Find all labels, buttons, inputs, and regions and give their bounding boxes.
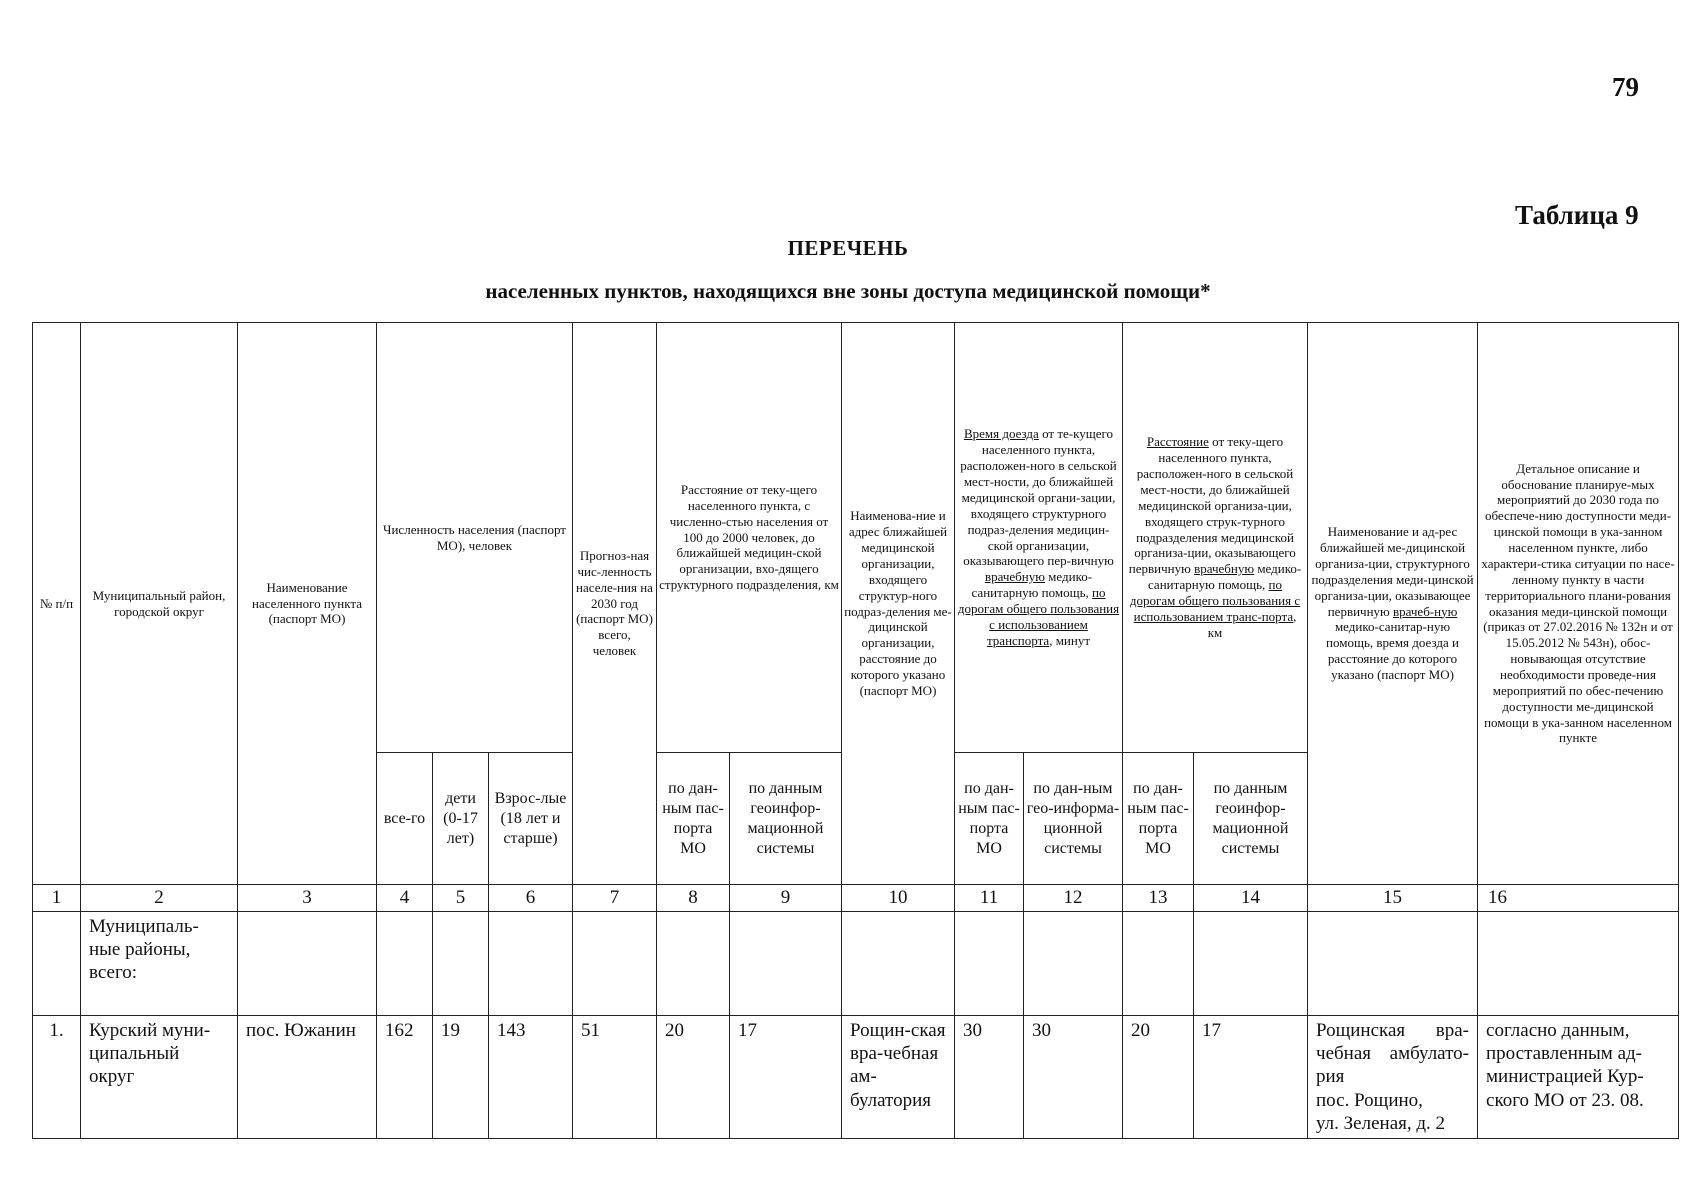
column-number: 4	[377, 885, 433, 912]
header-settlement: Наименование населенного пункта (паспорт МО)	[238, 323, 377, 885]
document-subtitle: населенных пунктов, находящихся вне зоны доступа медицинской помощи*	[485, 279, 1211, 303]
cell-organization-details	[1308, 1016, 1478, 1139]
cell-forecast-2030: 51	[573, 1016, 657, 1139]
cell-road-passport: 20	[1123, 1016, 1194, 1139]
header-number: № п/п	[33, 323, 81, 885]
header-road-distance-part: Расстояние	[1146, 434, 1209, 450]
cell-population-total	[377, 912, 433, 1016]
column-number: 7	[573, 885, 657, 912]
header-travel-time-group	[955, 323, 1123, 753]
header-travel-time-part: по дорогам общего пользования с использованием транспорта	[957, 585, 1120, 648]
header-road-distance-part: от теку-щего населенного пункта, расположен-ного в сельской мест-ности, до ближайшей медицинской организа-ции, входящего струк-турного подразделения медицинской организа-ции, оказывающего первичную	[1128, 434, 1296, 577]
header-organization-details	[1308, 323, 1478, 885]
header-district: Муниципальный район, городской округ	[81, 323, 238, 885]
header-population-total: все-го	[377, 753, 433, 885]
column-number: 6	[489, 885, 573, 912]
header-road-distance-part: по дорогам общего пользования с использованием транс-порта	[1129, 577, 1301, 624]
cell-district: Муниципаль-ные районы, всего:	[81, 912, 238, 1016]
column-number: 8	[657, 885, 730, 912]
header-time-gis: по дан-ным гео-информа-ционной системы	[1024, 753, 1123, 885]
header-org-details-part: Наименование и ад-рес ближайшей ме-дицинской организа-ции, структурного подразделения меди-цинской организа-ции, оказывающее первичную	[1311, 524, 1474, 619]
cell-road-gis	[1194, 912, 1308, 1016]
header-road-distance-group	[1123, 323, 1308, 753]
header-road-distance-part: , км	[1207, 608, 1297, 640]
header-road-passport: по дан-ным пас-порта МО	[1123, 753, 1194, 885]
header-distance-group: Расстояние от теку-щего населенного пункта, с численно-стью населения от 100 до 2000 человек, до ближайшей медицин-ской организации, вхо-дящего структурного подразделения, км	[657, 323, 842, 753]
column-number: 2	[81, 885, 238, 912]
cell-settlement: пос. Южанин	[238, 1016, 377, 1139]
cell-number: 1.	[33, 1016, 81, 1139]
cell-distance-gis: 17	[730, 1016, 842, 1139]
cell-nearest-organization	[842, 912, 955, 1016]
cell-description: согласно данным, проставленным ад-министрацией Кур-ского МО от 23. 08.	[1478, 1016, 1679, 1139]
cell-time-gis: 30	[1024, 1016, 1123, 1139]
table-row	[33, 1016, 1679, 1139]
column-number: 12	[1024, 885, 1123, 912]
column-number: 16	[1478, 885, 1679, 912]
column-number: 15	[1308, 885, 1478, 912]
cell-number	[33, 912, 81, 1016]
header-distance-passport: по дан-ным пас-порта МО	[657, 753, 730, 885]
cell-road-passport	[1123, 912, 1194, 1016]
page-number: 79	[1612, 72, 1639, 102]
cell-time-passport	[955, 912, 1024, 1016]
cell-distance-passport: 20	[657, 1016, 730, 1139]
header-travel-time-part: медико-санитарную помощь,	[971, 569, 1093, 601]
org-details-street: ул. Зеленая, д. 2	[1316, 1112, 1446, 1134]
settlements-table	[32, 322, 1679, 1139]
table-row	[33, 912, 1679, 1016]
header-population-group: Численность населения (паспорт МО), человек	[377, 323, 573, 753]
header-forecast-2030: Прогноз-ная чис-ленность населе-ния на 2030 год (паспорт МО) всего, человек	[573, 323, 657, 885]
org-details-name: Рощинская вра-чебная амбулато-рия	[1316, 1020, 1470, 1088]
cell-organization-details	[1308, 912, 1478, 1016]
column-number: 11	[955, 885, 1024, 912]
column-number-row	[33, 885, 1679, 912]
cell-population-adults: 143	[489, 1016, 573, 1139]
header-org-details-part: врачеб-ную	[1393, 603, 1458, 619]
org-details-locality: пос. Рощино,	[1316, 1089, 1423, 1111]
table-label: Таблица 9	[1515, 200, 1639, 230]
cell-population-adults	[489, 912, 573, 1016]
cell-district: Курский муни-ципальный округ	[81, 1016, 238, 1139]
header-road-distance-part: врачебную	[1194, 561, 1255, 577]
table-header	[33, 323, 1679, 885]
cell-distance-gis	[730, 912, 842, 1016]
header-nearest-organization: Наименова-ние и адрес ближайшей медицинской организации, входящего структур-ного подраз-деления ме-дицинской организации, расстояние до которого указано (паспорт МО)	[842, 323, 955, 885]
cell-time-gis	[1024, 912, 1123, 1016]
header-time-passport: по дан-ным пас-порта МО	[955, 753, 1024, 885]
header-population-children: дети (0-17 лет)	[433, 753, 489, 885]
header-description: Детальное описание и обоснование планируе-мых мероприятий до 2030 года по обеспече-нию доступности меди-цинской помощи в ука-занном населенном пункте, либо характери-стика ситуации по насе-ленному пункту в части территориального плани-рования оказания меди-цинской помощи (приказ от 27.02.2016 № 132н и от 15.05.2012 № 543н), обос-новывающая отсутствие необходимости проведе-ния мероприятий по обес-печению доступности ме-дицинской помощи в ука-занном населенном пункте	[1478, 323, 1679, 885]
cell-nearest-organization: Рощин-ская вра-чебная ам-булатория	[842, 1016, 955, 1139]
header-travel-time-part: врачебную	[984, 569, 1045, 585]
cell-road-gis: 17	[1194, 1016, 1308, 1139]
cell-population-children	[433, 912, 489, 1016]
cell-settlement	[238, 912, 377, 1016]
column-number: 13	[1123, 885, 1194, 912]
header-travel-time-part: , минут	[1049, 632, 1091, 648]
cell-population-children: 19	[433, 1016, 489, 1139]
header-travel-time-part: от те-кущего населенного пункта, расположен-ного в сельской мест-ности, до ближайшей медицинской органи-зации, входящего структурного подраз-деления медицин-ской организации, оказывающего пер-вичную	[960, 426, 1117, 569]
column-number: 9	[730, 885, 842, 912]
column-number: 10	[842, 885, 955, 912]
cell-description	[1478, 912, 1679, 1016]
column-number: 1	[33, 885, 81, 912]
header-road-gis: по данным геоинфор-мационной системы	[1194, 753, 1308, 885]
header-population-adults: Взрос-лые (18 лет и старше)	[489, 753, 573, 885]
header-road-distance-part: медико-санитарную помощь,	[1148, 561, 1302, 593]
document-title: ПЕРЕЧЕНЬ	[787, 236, 909, 260]
column-number: 14	[1194, 885, 1308, 912]
column-number: 3	[238, 885, 377, 912]
cell-forecast-2030	[573, 912, 657, 1016]
cell-distance-passport	[657, 912, 730, 1016]
header-travel-time-part: Время доезда	[963, 426, 1039, 442]
column-number: 5	[433, 885, 489, 912]
cell-time-passport: 30	[955, 1016, 1024, 1139]
header-distance-gis: по данным геоинфор-мационной системы	[730, 753, 842, 885]
header-org-details-part: медико-санитар-ную помощь, время доезда и расстояние до которого указано (паспорт МО)	[1326, 619, 1459, 682]
cell-population-total: 162	[377, 1016, 433, 1139]
